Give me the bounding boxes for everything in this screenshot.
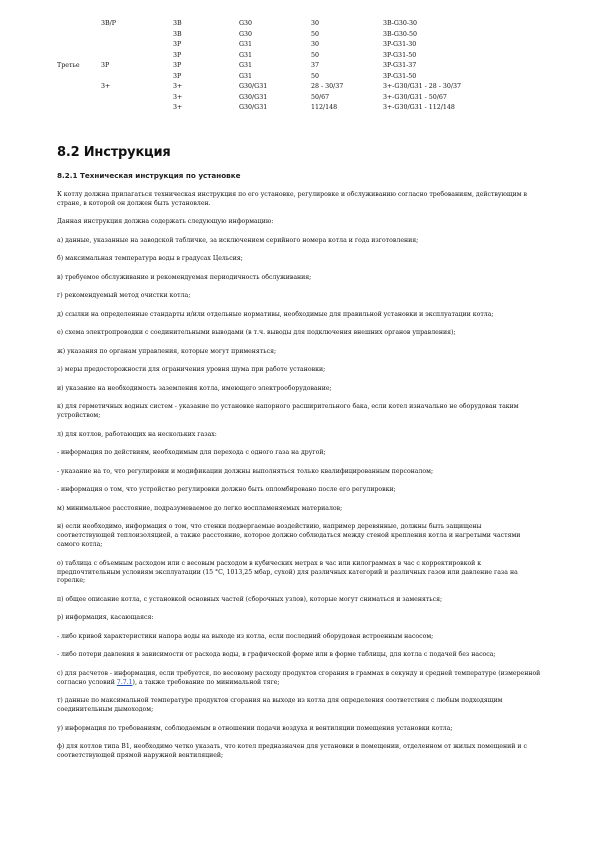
list-item: г) рекомендуемый метод очистки котла; xyxy=(57,292,191,300)
section-link[interactable]: 7.7.1 xyxy=(116,678,133,686)
table-row xyxy=(57,30,517,41)
table-cell: G30 xyxy=(239,30,253,38)
table-cell: G31 xyxy=(239,41,253,48)
table-cell: 3B-G30-30 xyxy=(383,20,418,27)
list-item: а) данные, указанные на заводской табличке, за исключением серийного номера котла и года изготовления; xyxy=(57,236,419,244)
list-item: л) для котлов, работающих на нескольких газах: xyxy=(57,430,217,438)
table-cell: G30/G31 xyxy=(239,83,268,90)
table-cell: 3+ xyxy=(173,83,183,90)
table-cell: G30 xyxy=(239,20,253,27)
list-item: у) информация по требованиям, соблюдаемым в отношении подачи воздуха и вентиляции помещения установки котла; xyxy=(57,724,453,732)
paragraph: К котлу должна прилагаться техническая инструкция по его установке, регулировке и обслуживанию согласно требованиям, действующим в стране, в которой он должен быть установлен. xyxy=(57,191,528,207)
table-cell: 3P xyxy=(173,51,182,59)
list-item xyxy=(57,670,541,688)
table-row xyxy=(57,103,517,114)
table-cell: 3+-G30/G31 - 50/67 xyxy=(383,93,447,101)
table-cell: 3P-G31-50 xyxy=(383,72,417,80)
instruction-body xyxy=(57,191,541,771)
list-item: д) ссылки на определенные стандарты и/или отдельные нормативы, необходимые для правильной установки и эксплуатации котла; xyxy=(57,310,494,318)
paragraph: Данная инструкция должна содержать следующую информацию: xyxy=(57,218,274,226)
paragraph-text: ), а также требование по минимальной тяге; xyxy=(132,678,280,686)
table-cell: 112/148 xyxy=(311,104,338,111)
table-cell: 3P xyxy=(173,62,182,69)
table-cell: 28 - 30/37 xyxy=(311,83,344,90)
table-cell: G31 xyxy=(239,62,253,69)
table-cell: 30 xyxy=(311,41,320,48)
section-title: 8.2 Инструкция xyxy=(57,145,171,160)
table-cell: 3+-G30/G31 - 28 - 30/37 xyxy=(383,83,462,90)
table-cell: 50/67 xyxy=(311,93,330,101)
table-cell: 3P xyxy=(173,41,182,48)
table-cell: G31 xyxy=(239,51,253,59)
table-row xyxy=(57,93,517,104)
list-item: ф) для котлов типа B1, необходимо четко указать, что котел предназначен для установки в помещении, отделенном от жилых помещений и с соответствующей прямой наружной вентиляцией; xyxy=(57,743,527,760)
subsection-title: 8.2.1 Техническая инструкция по установке xyxy=(57,171,241,180)
table-cell: 3P xyxy=(101,62,110,69)
table-cell: 3P-G31-37 xyxy=(383,62,417,69)
list-item: з) меры предосторожности для ограничения уровня шума при работе установки; xyxy=(57,366,326,374)
table-cell: 3P-G31-30 xyxy=(383,41,417,48)
list-item: к) для герметичных водных систем - указание по установке напорного расширительного бака, если котел изначально не оборудован таким устройством; xyxy=(57,403,519,420)
table-cell: 50 xyxy=(311,51,320,59)
paragraph-text: с) для расчетов - информация, если требуется, по весовому расходу продуктов сгорания в граммах в секунду и средней температуре (измеренной согласно условий xyxy=(57,669,541,686)
table-cell: 3B-G30-50 xyxy=(383,30,418,38)
table-cell: 3B xyxy=(173,30,182,38)
table-row xyxy=(57,72,517,83)
list-subitem: - либо кривой характеристики напора воды на выходе из котла, если последний оборудован встроенным насосом; xyxy=(57,632,434,640)
table-row xyxy=(57,19,517,30)
list-subitem: - информация о том, что устройство регулировки должно быть опломбировано после его регулировки; xyxy=(57,486,396,494)
table-cell: Третье xyxy=(57,62,80,69)
table-row xyxy=(57,51,517,62)
table-cell: 50 xyxy=(311,30,320,38)
list-subitem: - указание на то, что регулировки и модификации должны выполняться только квалифицированным персоналом; xyxy=(57,467,434,475)
table-cell: 30 xyxy=(311,20,320,27)
table-row xyxy=(57,82,517,93)
list-item: т) данные по максимальной температуре продуктов сгорания на выходе из котла для определения соответствия с любым подходящим соединительным дымоходом; xyxy=(57,697,503,714)
gas-category-table xyxy=(57,19,517,114)
list-item: б) максимальная температура воды в градусах Цельсия; xyxy=(57,255,243,263)
list-item: п) общее описание котла, с установкой основных частей (сборочных узлов), которые могут сниматься и заменяться; xyxy=(57,595,443,603)
table-cell: G30/G31 xyxy=(239,104,268,111)
table-row xyxy=(57,61,517,72)
table-cell: 37 xyxy=(311,62,320,69)
table-cell: 3B xyxy=(173,20,182,27)
list-item: ж) указания по органам управления, которые могут применяться; xyxy=(57,347,277,355)
list-subitem: - либо потери давления в зависимости от расхода воды, в графической форме или в форме таблицы, для котла с подачей без насоса; xyxy=(57,651,496,659)
table-cell: 3B/P xyxy=(101,20,116,27)
list-item: р) информация, касающаяся: xyxy=(57,614,154,622)
list-item: м) минимальное расстояние, подразумеваемое до легко воспламеняемых материалов; xyxy=(57,504,343,512)
table-row xyxy=(57,40,517,51)
table-cell: 3+-G30/G31 - 112/148 xyxy=(383,104,455,111)
table-cell: 50 xyxy=(311,72,320,80)
list-subitem: - информация по действиям, необходимым для перехода с одного газа на другой; xyxy=(57,449,326,457)
table-cell: G30/G31 xyxy=(239,93,268,101)
list-item: о) таблица с объемным расходом или с весовым расходом в кубических метрах в час или килограммах в час с корректировкой к предпочтительным условиям эксплуатации (15 °C, 1013,25 мбар, сухой) для различных категорий и различных газов или давление газа на горелке; xyxy=(57,559,518,585)
table-cell: G31 xyxy=(239,72,253,80)
table-cell: 3P xyxy=(173,72,182,80)
list-item: в) требуемое обслуживание и рекомендуемая периодичность обслуживания; xyxy=(57,273,312,281)
table-cell: 3+ xyxy=(173,93,183,101)
list-item: н) если необходимо, информация о том, что стенки подвергаемые воздействию, например деревянные, должны быть защищены соответствующей теплоизоляцией, а также расстояние, которое должно соблюдаться между стеной крепления котла и нагретыми частями самого котла; xyxy=(57,523,521,549)
list-item: и) указание на необходимость заземления котла, имеющего электрооборудование; xyxy=(57,384,332,392)
list-item: е) схема электропроводки с соединительными выводами (в т.ч. выводы для подключения внешних органов управления); xyxy=(57,329,456,337)
table-cell: 3P-G31-50 xyxy=(383,51,417,59)
table-cell: 3+ xyxy=(101,83,111,90)
table-cell: 3+ xyxy=(173,104,183,111)
